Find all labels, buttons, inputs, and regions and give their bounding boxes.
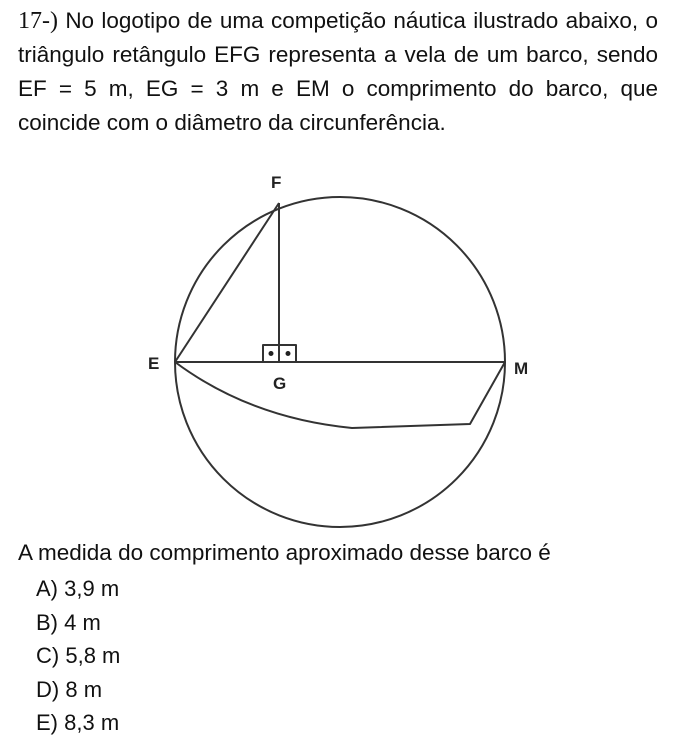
option-d[interactable] [36, 673, 120, 707]
option-letter: A) [36, 576, 58, 601]
option-a[interactable] [36, 572, 120, 606]
label-g: G [273, 374, 287, 393]
option-c[interactable] [36, 639, 120, 673]
right-angle-dot-right [286, 351, 291, 356]
option-value: 8,3 m [64, 710, 120, 735]
label-f: F [271, 173, 282, 192]
option-letter: D) [36, 676, 60, 702]
question-text: No logotipo de uma competição náutica ilustrado abaixo, o triângulo retângulo EFG representa a vela de um barco, sendo EF = 5 m, EG = 3 m e EM o comprimento do barco, que coincide com o diâmetro da circunferência. [18, 8, 658, 135]
option-e[interactable] [36, 706, 120, 740]
option-b[interactable] [36, 606, 120, 640]
right-angle-dot-left [269, 351, 274, 356]
option-value: 3,9 m [64, 576, 120, 601]
option-letter: B) [36, 609, 58, 635]
option-value: 8 m [65, 676, 103, 702]
option-letter: E) [36, 710, 58, 735]
label-e: E [148, 354, 160, 373]
question-prompt: A medida do comprimento aproximado desse barco é [18, 540, 551, 565]
option-value: 4 m [64, 609, 101, 635]
boat-hull [175, 362, 505, 428]
sail-hypotenuse-ef [175, 203, 279, 362]
option-letter: C) [36, 643, 60, 668]
answer-options [36, 572, 120, 740]
label-m: M [514, 359, 529, 378]
question-number: 17-) [18, 8, 58, 34]
option-value: 5,8 m [65, 643, 121, 668]
